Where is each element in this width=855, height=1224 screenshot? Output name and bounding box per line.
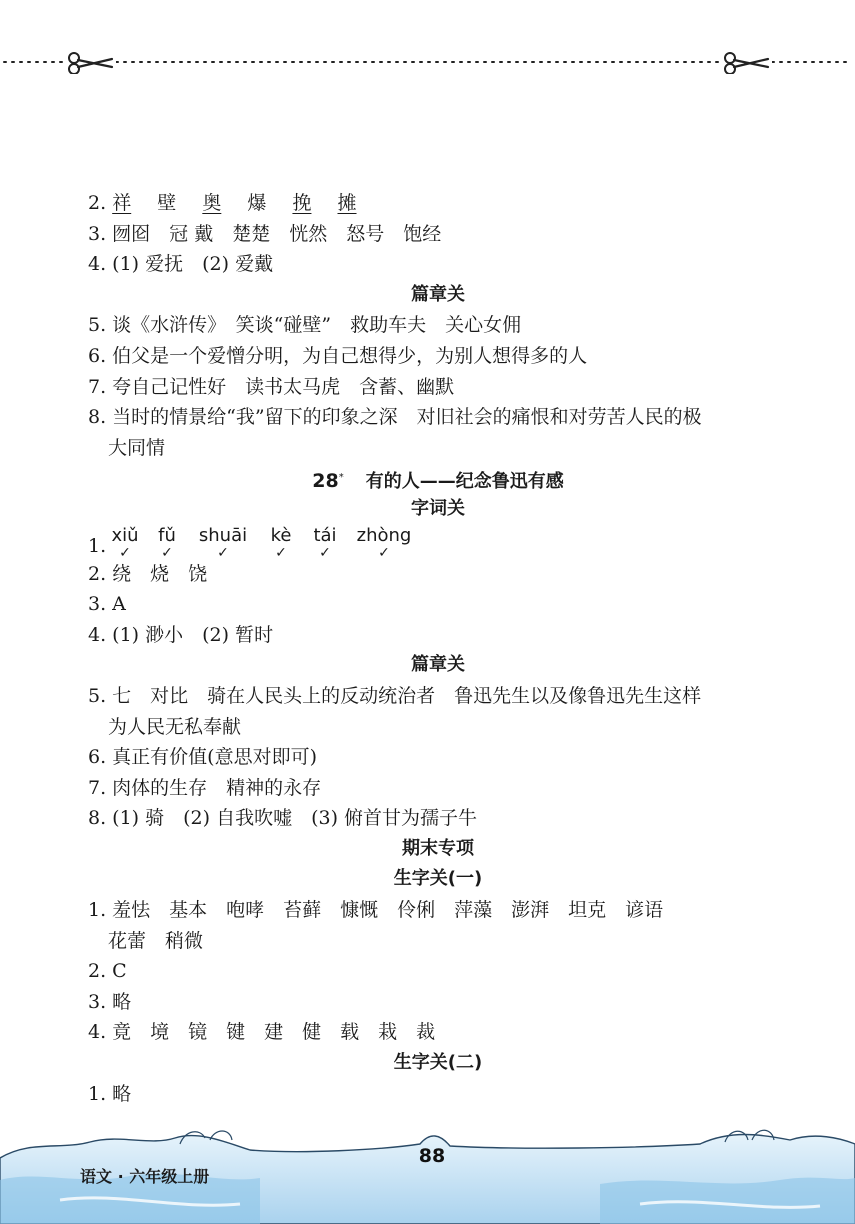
check-mark-icon: ✓: [275, 544, 287, 561]
answer-word: 祥: [112, 192, 132, 214]
answer-line: 3. 略: [88, 990, 132, 1013]
page-number: 88: [418, 1145, 446, 1167]
answer-line: 2. 祥 壁 奥 爆 挽 摊: [88, 192, 357, 214]
section-heading: 篇章关: [411, 283, 465, 305]
answer-line: 1. 略: [88, 1082, 132, 1105]
section-heading: 生字关(二): [393, 1052, 483, 1074]
answer-line: 大同情: [108, 436, 166, 459]
answer-line: 7. 肉体的生存 精神的永存: [88, 776, 322, 799]
answer-word: 壁: [157, 192, 177, 214]
answer-content: [88, 188, 788, 1109]
answer-line: 4. (1) 爱抚 (2) 爱戴: [88, 253, 274, 276]
section-heading: 篇章关: [411, 654, 465, 676]
lesson-title: [88, 463, 788, 494]
answer-line: 6. 真正有价值(意思对即可): [88, 746, 317, 769]
answer-line: 3. A: [88, 593, 126, 616]
pinyin-item: tái ✓: [310, 525, 340, 559]
answer-line: 6. 伯父是一个爱憎分明，为自己想得少，为别人想得多的人: [88, 344, 588, 367]
check-mark-icon: ✓: [319, 544, 331, 561]
answer-line: 7. 夸自己记性好 读书太马虎 含蓄、幽默: [88, 375, 455, 398]
lesson-number: 28: [312, 470, 339, 493]
answer-line: 花蕾 稍微: [108, 929, 204, 952]
pinyin-item: fǔ ✓: [154, 525, 180, 559]
answer-line: 2. C: [88, 960, 127, 983]
scissors-icon: [722, 53, 772, 74]
section-heading: 生字关(一): [393, 868, 483, 890]
check-mark-icon: ✓: [217, 544, 229, 561]
answer-line: 8. 当时的情景给“我”留下的印象之深 对旧社会的痛恨和对劳苦人民的极: [88, 406, 702, 429]
pinyin-item: kè ✓: [268, 525, 294, 559]
pinyin-item: shuāi ✓: [196, 525, 250, 559]
scissors-icon: [66, 53, 116, 74]
section-heading: 期末专项: [402, 837, 474, 859]
answer-line: 2. 绕 烧 饶: [88, 562, 208, 585]
footer-book-label: 语文 · 六年级上册: [80, 1167, 210, 1186]
answer-line: 8. (1) 骑 (2) 自我吹嘘 (3) 俯首甘为孺子牛: [88, 807, 478, 830]
answer-word: 挽: [292, 192, 312, 214]
answer-line: 3. 囫囵 冠 戴 楚楚 恍然 怒号 饱经: [88, 222, 442, 245]
lesson-title-text: 有的人——纪念鲁迅有感: [365, 471, 564, 493]
check-mark-icon: ✓: [161, 544, 173, 561]
answer-line: 5. 谈《水浒传》 笑谈“碰壁” 救助车夫 关心女佣: [88, 314, 522, 337]
answer-word: 爆: [247, 192, 267, 214]
answer-line: 5. 七 对比 骑在人民头上的反动统治者 鲁迅先生以及像鲁迅先生这样: [88, 684, 702, 707]
answer-line: 4. (1) 渺小 (2) 暂时: [88, 623, 274, 646]
lesson-star: *: [338, 472, 344, 484]
answer-word: 奥: [202, 192, 222, 214]
pinyin-item: zhòng ✓: [356, 524, 412, 561]
section-heading: 字词关: [411, 497, 465, 519]
check-mark-icon: ✓: [378, 544, 390, 561]
pinyin-item: xiǔ ✓: [111, 524, 139, 561]
answer-line: 为人民无私奉献: [108, 715, 242, 738]
check-mark-icon: ✓: [119, 544, 131, 561]
cut-line: [0, 50, 855, 74]
answer-line: 1. 羞怯 基本 咆哮 苔藓 慷慨 伶俐 萍藻 澎湃 坦克 谚语: [88, 899, 664, 922]
answer-line: 4. 竟 境 镜 键 建 健 载 栽 裁: [88, 1021, 436, 1044]
answer-word: 摊: [337, 192, 357, 214]
pinyin-answer-row: 1. xiǔ ✓ fǔ ✓ shuāi ✓ kè ✓ tái ✓ zhòng ✓: [88, 524, 412, 561]
